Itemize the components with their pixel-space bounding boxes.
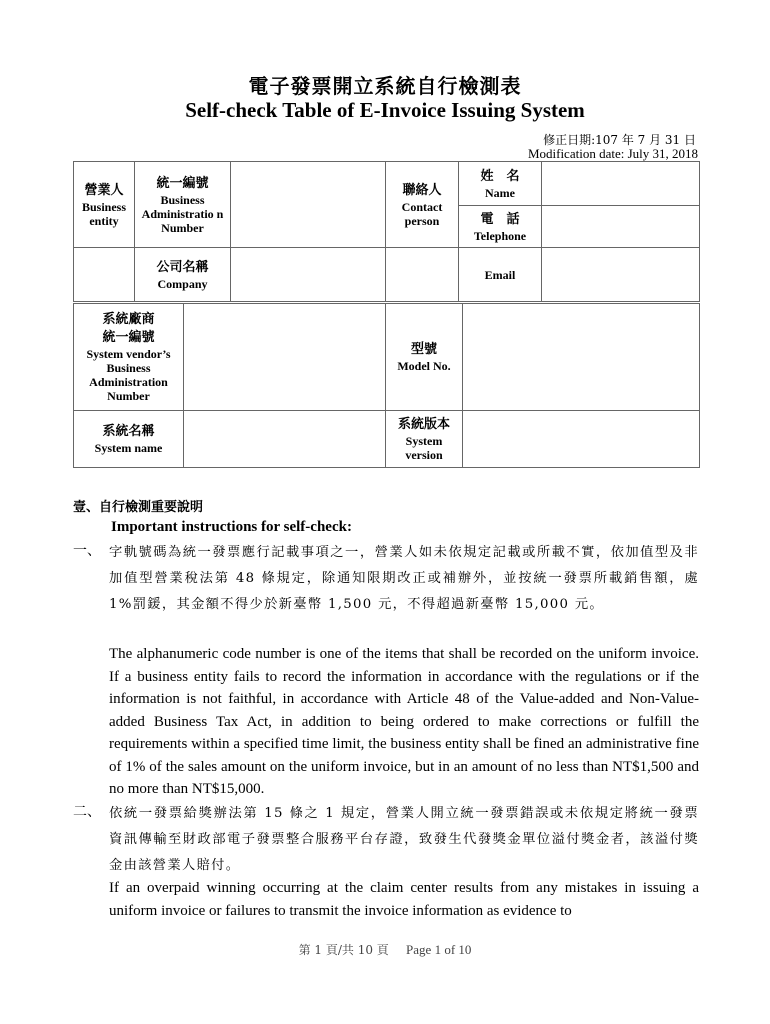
ban-label: 統一編號 Business Administratio n Number bbox=[135, 162, 231, 248]
contact-person-spacer bbox=[386, 248, 459, 302]
email-input-cell[interactable] bbox=[542, 248, 700, 302]
vendor-ban-label: 系統廠商 統一編號 System vendor’s Business Administration Number bbox=[74, 304, 184, 411]
title-chinese: 電子發票開立系統自行檢測表 bbox=[248, 74, 522, 98]
email-label: Email bbox=[459, 248, 542, 302]
title-english: Self-check Table of E-Invoice Issuing System bbox=[185, 98, 585, 122]
item-number: 二、 bbox=[73, 804, 101, 820]
item-text-chinese: 字軌號碼為統一發票應行記載事項之一，營業人如未依規定記載或所載不實，依加值型及非加值型營業稅法第 48 條規定，除通知限期改正或補辦外，並按統一發票所載銷售額，處 1%罰鍰，其金額不得少於新臺幣 1,500 元，不得超過新臺幣 15,000 元。 bbox=[109, 545, 699, 612]
system-version-input-cell[interactable] bbox=[463, 411, 700, 468]
ban-input-cell[interactable] bbox=[231, 162, 386, 248]
page-number-english: Page 1 of 10 bbox=[406, 942, 472, 957]
business-entity-label: 營業人 Business entity bbox=[74, 162, 135, 248]
telephone-label: 電 話 Telephone bbox=[459, 206, 542, 248]
business-entity-spacer bbox=[74, 248, 135, 302]
name-input-cell[interactable] bbox=[542, 162, 700, 206]
section-heading-english: Important instructions for self-check: bbox=[111, 519, 352, 535]
vendor-ban-input-cell[interactable] bbox=[184, 304, 386, 411]
system-vendor-table bbox=[73, 303, 700, 468]
item-text-english: If an overpaid winning occurring at the claim center results from any mistakes in issuing a uniform invoice or failures to transmit the invoice information as evidence to bbox=[109, 880, 699, 919]
telephone-input-cell[interactable] bbox=[542, 206, 700, 248]
company-label: 公司名稱 Company bbox=[135, 248, 231, 302]
system-name-input-cell[interactable] bbox=[184, 411, 386, 468]
business-entity-table bbox=[73, 161, 700, 302]
section-heading-chinese: 壹、自行檢測重要說明 bbox=[73, 500, 204, 515]
page-footer bbox=[0, 941, 770, 958]
model-label: 型號 Model No. bbox=[386, 304, 463, 411]
system-name-label: 系統名稱 System name bbox=[74, 411, 184, 468]
company-input-cell[interactable] bbox=[231, 248, 386, 302]
modification-date-english: Modification date: July 31, 2018 bbox=[527, 146, 698, 161]
item-text-chinese: 依統一發票給獎辦法第 15 條之 1 規定，營業人開立統一發票錯誤或未依規定將統一發票資訊傳輸至財政部電子發票整合服務平台存證，致發生代發獎金單位溢付獎金者，該溢付獎金由該營業人賠付。 bbox=[109, 806, 699, 873]
page-number-chinese: 第 1 頁/共 10 頁 bbox=[298, 943, 389, 957]
modification-date-chinese: 修正日期:107 年 7 月 31 日 bbox=[543, 133, 696, 147]
contact-person-label: 聯絡人 Contact person bbox=[386, 162, 459, 248]
system-version-label: 系統版本 System version bbox=[386, 411, 463, 468]
item-number: 一、 bbox=[73, 543, 101, 559]
name-label: 姓 名 Name bbox=[459, 162, 542, 206]
item-text-english: The alphanumeric code number is one of the items that shall be recorded on the uniform invoice. If a business entity fails to record the information in accordance with the regulations or if the information is not faithful, in accordance with Article 48 of the Value-added and Non-Value-added Business Tax Act, in addition to being ordered to make corrections or fulfill the requirements within a specified time limit, the business entity shall be fined an administrative fine of 1% of the sales amount on the uniform invoice, but in an amount of no less than NT$1,500 and no more than NT$15,000. bbox=[109, 646, 699, 797]
model-input-cell[interactable] bbox=[463, 304, 700, 411]
